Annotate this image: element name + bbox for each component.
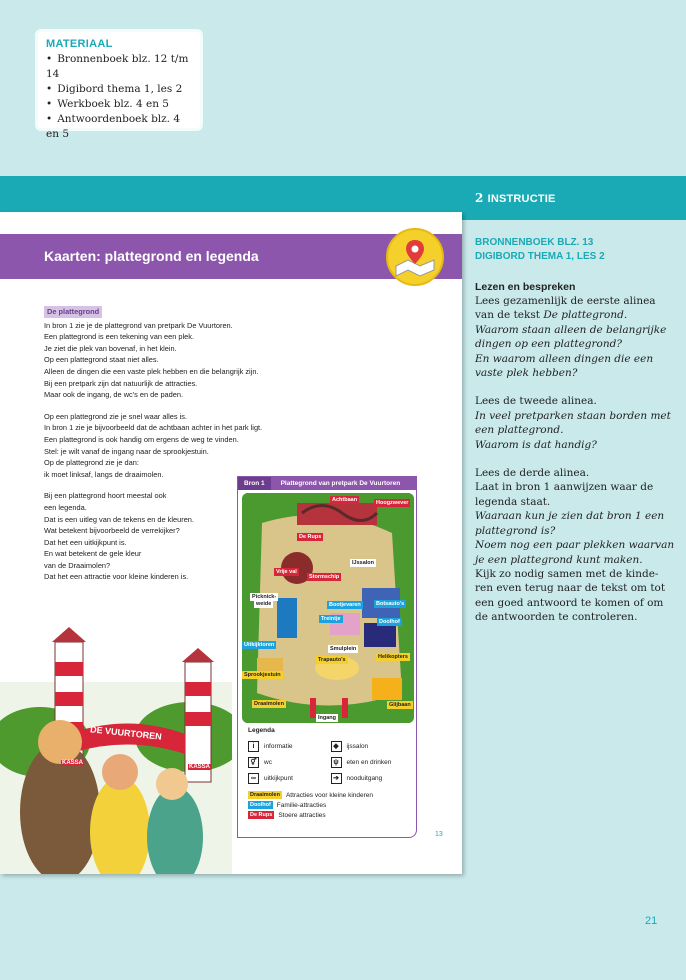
legend-title: Legenda	[248, 727, 275, 734]
map-label: Bootjevaren	[329, 602, 361, 608]
text-line: In veel pretparken staan borden met	[475, 409, 671, 422]
text-line: Dat is een uitleg van de tekens en de kleuren.	[44, 514, 194, 524]
text-line: Dat het een attractie voor kleine kinderen is.	[44, 572, 189, 582]
legend-row	[248, 738, 413, 754]
map-label: Glijbaan	[389, 702, 411, 708]
map-label: Stormschip	[309, 574, 340, 580]
materials-list	[46, 52, 192, 142]
map-label: Hoogzwever	[376, 500, 409, 506]
section-heading	[475, 191, 556, 205]
text-span: De plattegrond.	[543, 309, 628, 322]
text-line: Maar ook de ingang, de wc's en de paden.	[44, 390, 184, 400]
emergency-exit-icon: ➔	[331, 773, 342, 784]
legend-label: Stoere attracties	[278, 811, 326, 819]
materials-note	[38, 32, 200, 140]
text-line: In bron 1 zie je bijvoorbeeld dat de achtbaan achter in het park ligt.	[44, 423, 263, 433]
map-label: Trapauto's	[318, 657, 346, 663]
text-line: plattegrond is?	[475, 524, 556, 537]
binoculars-icon: ∞	[248, 773, 259, 784]
list-item: • Antwoordenboek blz. 4 en 5	[46, 112, 192, 142]
legend-color-row	[248, 800, 413, 810]
map-label: Ingang	[318, 715, 337, 721]
text-line: Bij een pretpark zijn dat natuurlijk de attracties.	[44, 378, 198, 388]
map-pin-icon	[386, 228, 444, 286]
park-sign: DE VUURTOREN	[89, 724, 163, 742]
text-line: Bij een plattegrond hoort meestal ook	[44, 491, 167, 501]
text-line: een legenda.	[44, 502, 87, 512]
text-line: Op de plattegrond zie je dan:	[44, 458, 139, 468]
legend-label: nooduitgang	[346, 774, 383, 782]
map-legend	[248, 727, 413, 820]
text-line: een goed antwoord te komen of om	[475, 596, 664, 609]
text-line: Een plattegrond is een tekening van een plek.	[44, 332, 194, 342]
text-line: van de Draaimolen?	[44, 560, 111, 570]
text-span: van de tekst	[475, 309, 544, 322]
map-label: Uitkijktoren	[244, 642, 275, 648]
map-label: Sprookjestuin	[244, 672, 281, 678]
legend-color-row	[248, 810, 413, 820]
text-line: Noem nog een paar plekken waarvan	[475, 539, 675, 552]
map-label: Draaimolen	[254, 701, 284, 707]
text-line: Een plattegrond is ook handig om ergens de weg te vinden.	[44, 434, 239, 444]
map-label: Smulplein	[330, 646, 357, 652]
source-references	[475, 236, 665, 264]
text-line: Waarom is dat handig?	[475, 438, 597, 451]
legend-color-row	[248, 790, 413, 800]
instruction-heading: Lezen en bespreken	[475, 281, 576, 293]
text-line: Lees de tweede alinea.	[475, 395, 597, 408]
text-line: je een plattegrond kunt maken.	[475, 553, 643, 566]
icecream-icon: ◆	[331, 741, 342, 752]
list-item: • Bronnenboek blz. 12 t/m 14	[46, 52, 192, 82]
text-line: Dat het een uitkijkpunt is.	[44, 537, 127, 547]
text-line: Kijk zo nodig samen met de kinde-	[475, 567, 659, 580]
list-item: • Digibord thema 1, les 2	[46, 82, 192, 97]
materials-title: MATERIAAL	[46, 38, 113, 50]
legend-label: ijssalon	[346, 742, 369, 750]
text-line: ren even terug naar de tekst om tot	[475, 582, 666, 595]
map-label: Vrije val	[276, 569, 297, 575]
text-line: En waarom alleen dingen die een	[475, 352, 654, 365]
text-line: vaste plek hebben?	[475, 367, 578, 380]
map-label: Helikopters	[378, 654, 408, 660]
section-number: 2	[475, 191, 484, 205]
source-tag: Bron 1	[238, 477, 271, 490]
legend-label: wc	[264, 758, 272, 766]
subheading: De plattegrond	[44, 306, 102, 318]
map-label: Achtbaan	[332, 497, 358, 503]
legend-row	[248, 770, 413, 786]
book-page-number: 13	[435, 831, 443, 838]
map-label: De Rups	[299, 534, 322, 540]
info-icon: i	[248, 741, 259, 752]
cutlery-icon: ψ	[331, 757, 342, 768]
paragraph	[44, 320, 314, 401]
source-map-box	[237, 476, 417, 838]
map-label: Treintje	[321, 616, 341, 622]
text-line: ik moet linksaf, langs de draaimolen.	[44, 469, 164, 479]
legend-label: eten en drinken	[346, 758, 392, 766]
text-line: de antwoorden te controleren.	[475, 611, 638, 624]
text-line: Waarom staan alleen de belangrijke	[475, 323, 667, 336]
map-label: Botsauto's	[376, 601, 405, 607]
text-line: Lees gezamenlijk de eerste alinea	[475, 295, 656, 307]
legend-chip: De Rups	[250, 812, 273, 818]
text-line: legenda staat.	[475, 495, 551, 508]
text-line: een plattegrond.	[475, 424, 564, 437]
reference: DIGIBORD THEMA 1, LES 2	[475, 251, 605, 262]
map-label: IJssalon	[352, 560, 375, 566]
park-entrance-illustration	[0, 622, 232, 874]
chapter-title: Kaarten: plattegrond en legenda	[44, 248, 259, 264]
text-line: dingen op een plattegrond?	[475, 338, 622, 351]
section-label: INSTRUCTIE	[487, 193, 556, 205]
legend-row	[248, 754, 413, 770]
text-line: Alleen de dingen die een vaste plek hebben en die belangrijk zijn.	[44, 366, 259, 376]
instruction-column	[475, 236, 675, 625]
paragraph	[44, 411, 314, 481]
source-caption: Plattegrond van pretpark De Vuurtoren	[280, 480, 401, 487]
legend-label: Attracties voor kleine kinderen	[285, 791, 374, 799]
wc-icon: ⚥	[248, 757, 259, 768]
park-map	[242, 493, 414, 723]
kassa-sign: KASSA	[189, 764, 211, 770]
text-line: Laat in bron 1 aanwijzen waar de	[475, 481, 654, 494]
map-label: weide	[256, 601, 272, 607]
map-label: Doolhof	[379, 619, 400, 625]
text-line: Op een plattegrond staat niet alles.	[44, 355, 159, 365]
source-header	[238, 477, 416, 490]
kassa-sign: KASSA	[62, 760, 84, 766]
legend-chip: Draaimolen	[250, 792, 280, 798]
textbook-page	[0, 212, 462, 874]
legend-label: uitkijkpunt	[264, 774, 293, 782]
page-number: 21	[645, 915, 658, 927]
legend-chip: Doolhof	[250, 802, 271, 808]
text-line: Waaraan kun je zien dat bron 1 een	[475, 510, 665, 523]
legend-label: informatie	[264, 742, 293, 750]
text-line: Wat betekent bijvoorbeeld de verrekijker?	[44, 526, 180, 536]
text-line: Lees de derde alinea.	[475, 467, 590, 480]
text-line: In bron 1 zie je de plattegrond van pretpark De Vuurtoren.	[44, 320, 233, 330]
reference: BRONNENBOEK BLZ. 13	[475, 237, 594, 248]
text-line: Stel: je wilt vanaf de ingang naar de sprookjestuin.	[44, 446, 209, 456]
text-line: En wat betekent de gele kleur	[44, 549, 142, 559]
text-line	[475, 308, 665, 322]
text-line: Je ziet die plek van bovenaf, in het klein.	[44, 343, 177, 353]
text-line: Op een plattegrond zie je snel waar alles is.	[44, 411, 187, 421]
map-label: Picknick-	[252, 594, 277, 600]
legend-label: Familie-attracties	[276, 801, 327, 809]
list-item: • Werkboek blz. 4 en 5	[46, 97, 192, 112]
